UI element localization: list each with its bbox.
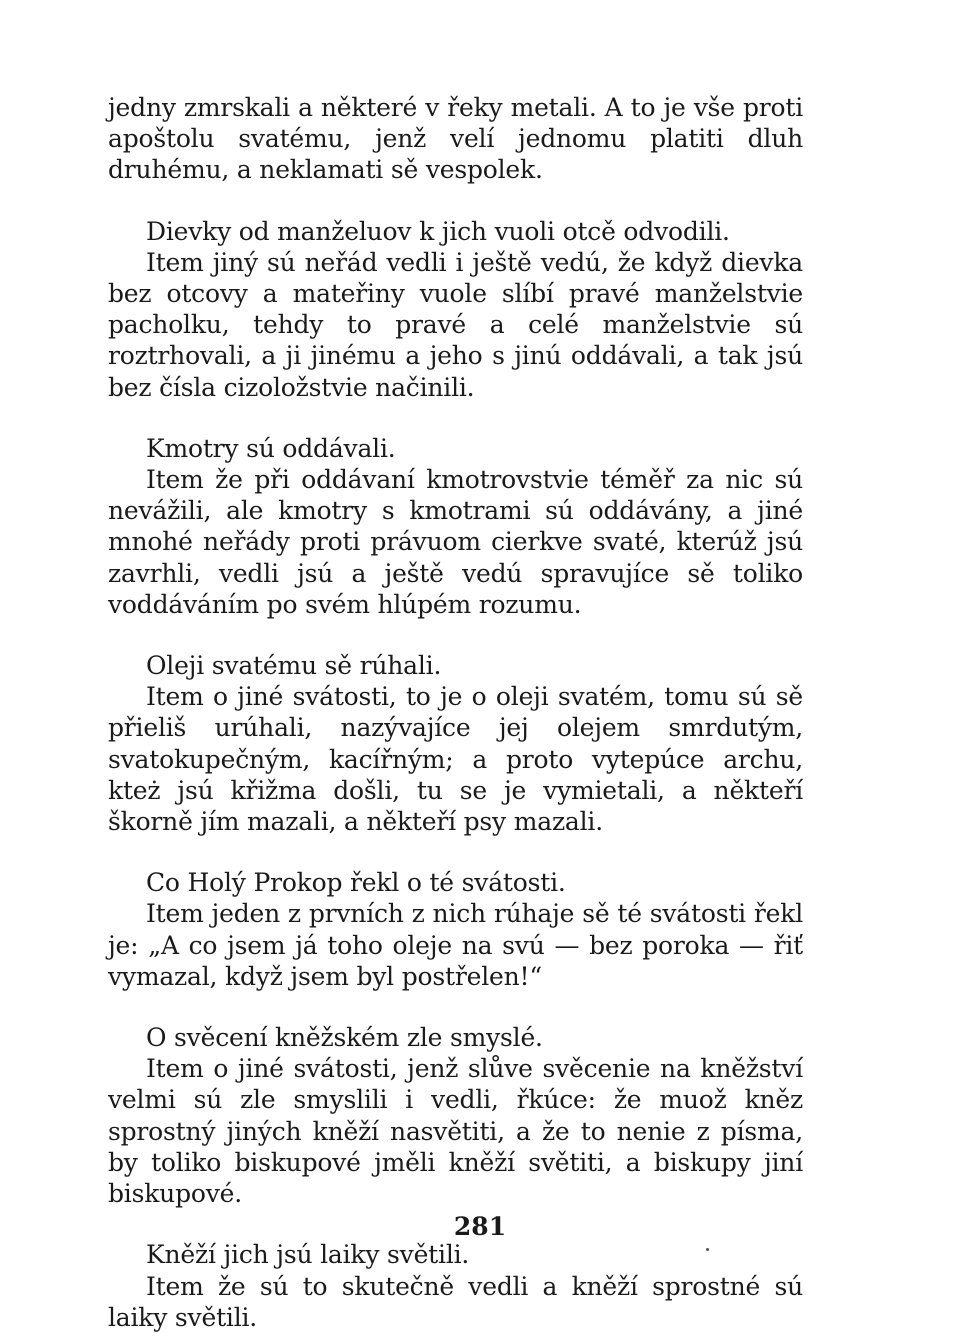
section-heading: Co Holý Prokop řekl o té svátosti. <box>146 868 566 898</box>
section-priests-laymen <box>108 1239 803 1333</box>
section-body: Item jiný sú neřád vedli i ještě vedú, že když dievka bez otcovy a mateřiny vuole slíbí pravé manželstvie pacholku, tehdy to pravé a celé manželstvie sú roztrhovali, a ji jinému a jeho s jinú oddávali, a tak jsú bez čísla cizoložstvie načinili. <box>108 247 803 402</box>
section-body: Item že sú to skutečně vedli a kněží sprostné sú laiky světili. <box>108 1271 803 1332</box>
section-prokop <box>108 867 803 992</box>
section-heading: O svěcení kněžském zle smyslé. <box>146 1023 543 1053</box>
section-heading: Dievky od manželuov k jich vuoli otcě odvodili. <box>146 216 730 246</box>
section-heading: Kněží jich jsú laiky světili. <box>146 1240 470 1270</box>
opening-paragraph: jedny zmrskali a některé v řeky metali. A to je vše proti apoštolu svatému, jenž velí jednomu platiti dluh druhému, a neklamati sě vespolek. <box>108 93 803 185</box>
section-heading: Oleji svatému sě rúhali. <box>146 651 442 681</box>
section-body: Item jeden z prvních z nich rúhaje sě té svátosti řekl je: „A co jsem já toho oleje na svú — bez poroka — řiť vymazal, když jsem byl postřelen!“ <box>108 899 803 991</box>
section-body: Item o jiné svátosti, to je o oleji svatém, tomu sú sě přieliš urúhali, nazývajíce jej olejem smrdutým, svatokupečným, kacířným; a proto vytepúce archu, kteż jsú křižma došli, tu se je vymietali, a někteří škorně jím mazali, a někteří psy mazali. <box>108 682 803 837</box>
page-number: 281 <box>453 1212 507 1241</box>
section-holy-oil <box>108 650 803 837</box>
section-body: Item že při oddávaní kmotrovstvie téměř za nic sú nevážili, ale kmotry s kmotrami sú oddávány, a jiné mnohé neřády proti právuom cierkve svaté, kterúž jsú zavrhli, vedli jsú a ještě vedú spravujíce sě toliko voddáváním po svém hlúpém rozumu. <box>108 465 803 619</box>
print-speck <box>706 1248 709 1251</box>
section-body: Item o jiné svátosti, jenž slůve svěcenie na kněžství velmi sú zle smyslili i vedli, řkúce: že muož kněz sprostný jiných kněží nasvětiti, a že to nenie z písma, by toliko biskupové jměli kněží světiti, a biskupy jiní biskupové. <box>108 1054 803 1209</box>
section-ordination <box>108 1022 803 1209</box>
section-heading: Kmotry sú oddávali. <box>146 433 396 463</box>
page-text <box>108 92 803 1333</box>
section-godparents <box>108 433 803 620</box>
section-daughters <box>108 216 803 403</box>
